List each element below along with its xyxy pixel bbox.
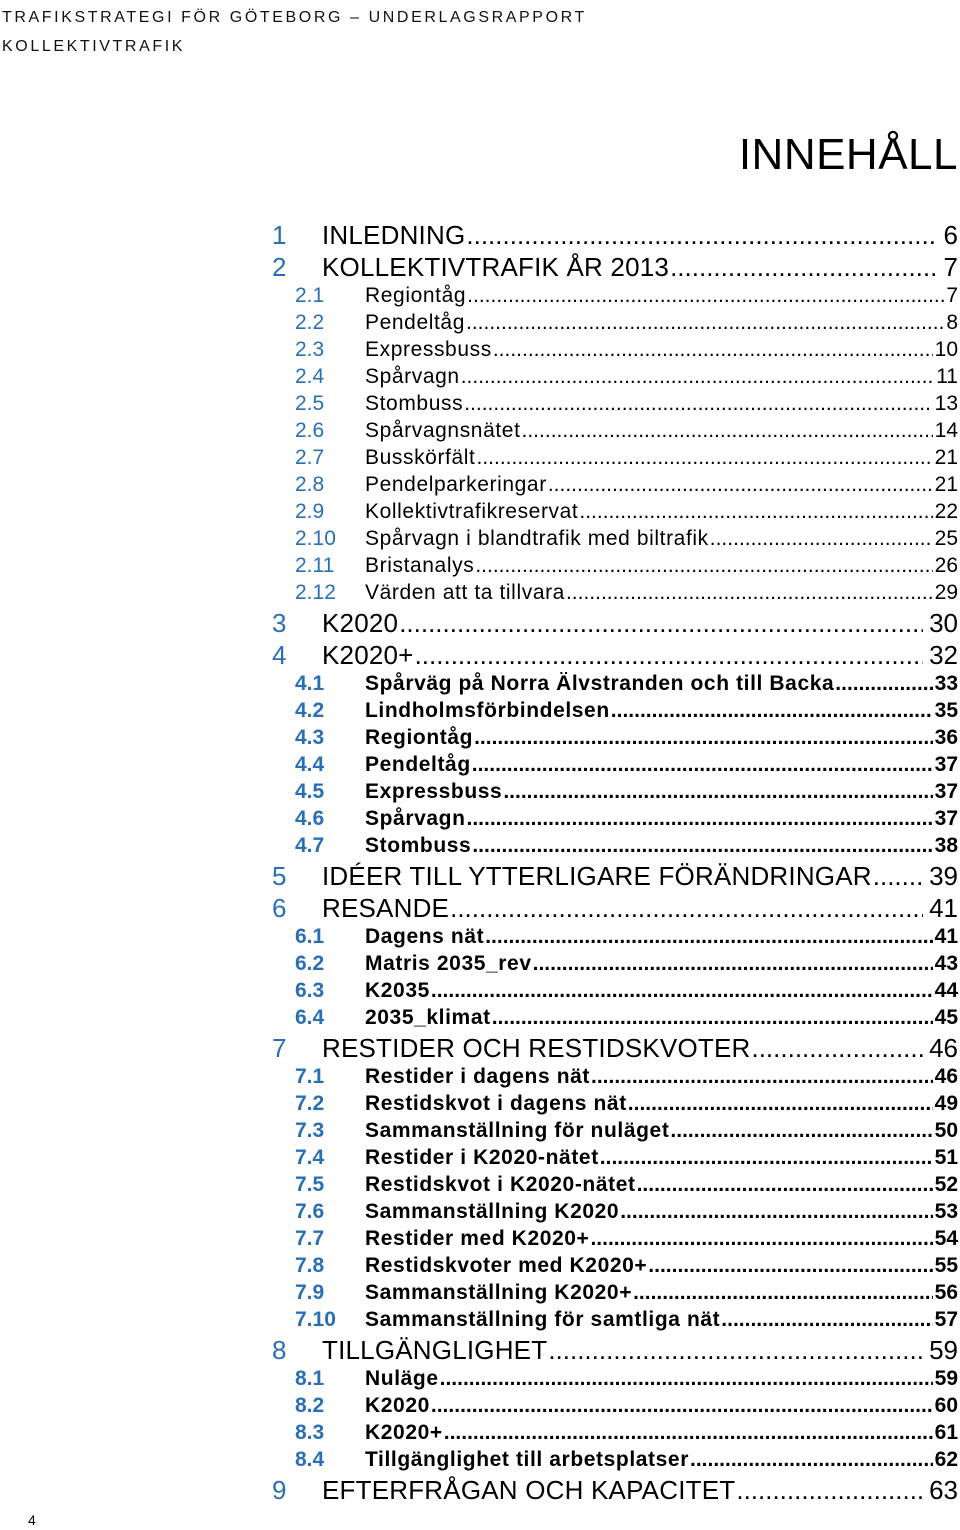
toc-dot-leader <box>590 1227 932 1251</box>
toc-dot-leader <box>751 1033 923 1064</box>
toc-dot-leader <box>736 1475 923 1506</box>
toc-entry-number: 4.7 <box>295 834 325 857</box>
toc-entry-label: RESTIDER OCH RESTIDSKVOTER <box>322 1033 751 1063</box>
toc-entry-number: 4.6 <box>295 807 325 830</box>
toc-entry-label: Expressbuss <box>365 338 492 361</box>
running-header <box>2 3 587 61</box>
toc-entry[interactable] <box>270 1281 958 1308</box>
toc-entry-number: 7 <box>272 1033 287 1063</box>
toc-entry[interactable] <box>270 1173 958 1200</box>
toc-dot-leader <box>591 1065 933 1089</box>
toc-entry-page: 51 <box>934 1146 958 1169</box>
toc-entry-page: 63 <box>929 1475 958 1505</box>
toc-entry-label: K2020 <box>322 608 399 638</box>
toc-entry-label: Nuläge <box>365 1367 439 1390</box>
toc-entry[interactable] <box>270 807 958 834</box>
toc-entry[interactable] <box>270 834 958 861</box>
toc-entry[interactable] <box>270 338 958 365</box>
toc-entry-number: 4.2 <box>295 699 325 722</box>
toc-entry[interactable] <box>270 1367 958 1394</box>
toc-entry-number: 5 <box>272 861 287 891</box>
toc-entry-page: 25 <box>934 527 958 550</box>
toc-entry[interactable] <box>270 527 958 554</box>
toc-entry-label: K2035 <box>365 979 430 1002</box>
toc-entry-page: 37 <box>934 753 958 776</box>
toc-entry-label: Kollektivtrafikreservat <box>365 500 579 523</box>
toc-entry-label: Restidskvot i K2020-nätet <box>365 1173 636 1196</box>
toc-entry-page: 56 <box>934 1281 958 1304</box>
toc-entry-label: IDÉER TILL YTTERLIGARE FÖRÄNDRINGAR <box>322 861 872 891</box>
toc-entry-number: 2.1 <box>295 284 325 307</box>
toc-entry-number: 6.2 <box>295 952 325 975</box>
toc-entry-number: 2.6 <box>295 419 325 442</box>
toc-dot-leader <box>566 581 933 605</box>
toc-dot-leader <box>690 1448 933 1472</box>
toc-entry[interactable] <box>270 1119 958 1146</box>
toc-entry-number: 7.6 <box>295 1200 325 1223</box>
toc-entry-label: KOLLEKTIVTRAFIK ÅR 2013 <box>322 252 670 282</box>
toc-entry-page: 21 <box>934 473 958 496</box>
toc-entry-page: 59 <box>929 1335 958 1365</box>
toc-dot-leader <box>492 1006 933 1030</box>
toc-entry-number: 1 <box>272 220 287 250</box>
toc-entry-label: Sammanställning för nuläget <box>365 1119 670 1142</box>
toc-entry[interactable] <box>270 1006 958 1033</box>
toc-entry-number: 2.7 <box>295 446 325 469</box>
toc-entry-page: 37 <box>934 807 958 830</box>
toc-dot-leader <box>721 1308 932 1332</box>
toc-entry-page: 29 <box>934 581 958 604</box>
toc-entry-label: Värden att ta tillvara <box>365 581 565 604</box>
toc-entry-label: Busskörfält <box>365 446 476 469</box>
toc-entry-number: 7.5 <box>295 1173 325 1196</box>
toc-entry-page: 11 <box>936 365 958 388</box>
toc-dot-leader <box>444 1421 933 1445</box>
toc-entry-page: 35 <box>934 699 958 722</box>
toc-entry[interactable] <box>270 780 958 807</box>
toc-entry-label: Restider med K2020+ <box>365 1227 590 1250</box>
toc-dot-leader <box>648 1254 932 1278</box>
toc-entry[interactable] <box>270 284 958 311</box>
toc-dot-leader <box>472 834 932 858</box>
toc-entry-label: Spårvagn <box>365 807 466 830</box>
table-of-contents <box>270 220 958 1507</box>
toc-dot-leader <box>611 699 933 723</box>
toc-entry-number: 8.2 <box>295 1394 325 1417</box>
toc-entry-number: 2 <box>272 252 287 282</box>
toc-entry-number: 7.7 <box>295 1227 325 1250</box>
toc-entry-page: 55 <box>934 1254 958 1277</box>
toc-entry-page: 46 <box>929 1033 958 1063</box>
toc-entry-page: 36 <box>934 726 958 749</box>
toc-entry-label: Sammanställning K2020+ <box>365 1281 633 1304</box>
toc-entry-number: 2.11 <box>295 554 335 577</box>
toc-entry-page: 37 <box>934 780 958 803</box>
toc-entry[interactable] <box>270 392 958 419</box>
toc-dot-leader <box>399 608 923 639</box>
toc-entry-page: 38 <box>934 834 958 857</box>
toc-entry[interactable] <box>270 1065 958 1092</box>
toc-entry-page: 50 <box>934 1119 958 1142</box>
toc-entry-number: 2.9 <box>295 500 325 523</box>
toc-entry-label: Stombuss <box>365 392 464 415</box>
toc-dot-leader <box>431 1394 933 1418</box>
toc-entry[interactable] <box>270 861 958 893</box>
toc-entry[interactable] <box>270 1394 958 1421</box>
toc-entry-label: Matris 2035_rev <box>365 952 532 975</box>
toc-entry[interactable] <box>270 925 958 952</box>
toc-entry[interactable] <box>270 640 958 672</box>
toc-dot-leader <box>620 1200 932 1224</box>
toc-entry-number: 7.3 <box>295 1119 325 1142</box>
toc-dot-leader <box>670 252 937 283</box>
toc-entry-number: 4 <box>272 640 287 670</box>
toc-entry-number: 6.3 <box>295 979 325 1002</box>
toc-dot-leader <box>579 500 932 524</box>
toc-dot-leader <box>440 1367 933 1391</box>
toc-entry-page: 8 <box>946 311 958 334</box>
toc-entry-label: Pendeltåg <box>365 311 465 334</box>
toc-entry[interactable] <box>270 1033 958 1065</box>
toc-dot-leader <box>461 365 934 389</box>
toc-entry-label: Regiontåg <box>365 726 474 749</box>
toc-entry[interactable] <box>270 753 958 780</box>
toc-entry-page: 44 <box>934 979 958 1002</box>
toc-entry[interactable] <box>270 1254 958 1281</box>
toc-entry-number: 8 <box>272 1335 287 1365</box>
toc-entry[interactable] <box>270 1146 958 1173</box>
toc-entry-page: 10 <box>934 338 958 361</box>
toc-dot-leader <box>670 1119 932 1143</box>
toc-entry[interactable] <box>270 1335 958 1367</box>
toc-entry-page: 54 <box>934 1227 958 1250</box>
toc-entry-label: Bristanalys <box>365 554 475 577</box>
toc-entry[interactable] <box>270 979 958 1006</box>
toc-entry[interactable] <box>270 419 958 446</box>
toc-entry-number: 8.1 <box>295 1367 325 1390</box>
page-number: 4 <box>28 1512 36 1528</box>
toc-entry-label: K2020+ <box>322 640 414 670</box>
toc-entry-label: Restider i K2020-nätet <box>365 1146 599 1169</box>
toc-entry-page: 39 <box>929 861 958 891</box>
toc-entry-page: 43 <box>934 952 958 975</box>
toc-dot-leader <box>466 220 937 251</box>
toc-dot-leader <box>431 979 933 1003</box>
toc-entry-label: Spårvagn <box>365 365 460 388</box>
toc-entry-label: INLEDNING <box>322 220 466 250</box>
toc-entry[interactable] <box>270 581 958 608</box>
toc-dot-leader <box>464 392 932 416</box>
header-section-name: KOLLEKTIVTRAFIK <box>2 38 186 55</box>
toc-entry-page: 7 <box>943 252 958 282</box>
toc-dot-leader <box>503 780 932 804</box>
toc-dot-leader <box>493 338 933 362</box>
toc-entry-number: 4.4 <box>295 753 325 776</box>
toc-entry-label: Restidskvot i dagens nät <box>365 1092 627 1115</box>
toc-dot-leader <box>835 672 932 696</box>
toc-entry-label: Regiontåg <box>365 284 467 307</box>
toc-entry-number: 2.5 <box>295 392 325 415</box>
toc-entry-number: 2.10 <box>295 527 336 550</box>
toc-entry[interactable] <box>270 1421 958 1448</box>
toc-entry-number: 7.10 <box>295 1308 336 1331</box>
toc-entry-label: Stombuss <box>365 834 472 857</box>
toc-entry-label: Expressbuss <box>365 780 503 803</box>
toc-entry-page: 53 <box>934 1200 958 1223</box>
toc-entry-label: Sammanställning för samtliga nät <box>365 1308 721 1331</box>
toc-entry-page: 21 <box>934 446 958 469</box>
toc-entry[interactable] <box>270 1308 958 1335</box>
toc-entry-page: 60 <box>934 1394 958 1417</box>
toc-dot-leader <box>474 726 933 750</box>
toc-entry-number: 2.2 <box>295 311 325 334</box>
toc-entry[interactable] <box>270 893 958 925</box>
toc-dot-leader <box>873 861 923 892</box>
toc-entry[interactable] <box>270 446 958 473</box>
toc-entry-number: 2.8 <box>295 473 325 496</box>
toc-entry-number: 4.5 <box>295 780 325 803</box>
toc-entry-label: Restidskvoter med K2020+ <box>365 1254 648 1277</box>
toc-dot-leader <box>637 1173 933 1197</box>
toc-dot-leader <box>467 284 944 308</box>
toc-entry-page: 30 <box>929 608 958 638</box>
toc-entry[interactable] <box>270 220 958 252</box>
toc-title: INNEHÅLL <box>738 130 958 179</box>
toc-entry-label: EFTERFRÅGAN OCH KAPACITET <box>322 1475 736 1505</box>
toc-entry-label: Dagens nät <box>365 925 485 948</box>
toc-entry-number: 2.4 <box>295 365 325 388</box>
toc-entry-page: 41 <box>929 893 958 923</box>
toc-entry[interactable] <box>270 1448 958 1475</box>
toc-entry[interactable] <box>270 952 958 979</box>
toc-entry-number: 7.2 <box>295 1092 325 1115</box>
toc-entry-page: 49 <box>934 1092 958 1115</box>
toc-entry-page: 52 <box>934 1173 958 1196</box>
toc-entry[interactable] <box>270 608 958 640</box>
header-report-title: TRAFIKSTRATEGI FÖR GÖTEBORG – UNDERLAGSRAPPORT <box>2 9 587 26</box>
toc-entry[interactable] <box>270 1092 958 1119</box>
toc-entry-label: K2020 <box>365 1394 430 1417</box>
toc-dot-leader <box>533 952 933 976</box>
toc-entry-label: Spårvagn i blandtrafik med biltrafik <box>365 527 709 550</box>
toc-entry-number: 7.1 <box>295 1065 325 1088</box>
toc-entry-label: Tillgänglighet till arbetsplatser <box>365 1448 689 1471</box>
toc-entry-label: Lindholmsförbindelsen <box>365 699 610 722</box>
toc-dot-leader <box>415 640 924 671</box>
toc-dot-leader <box>475 554 932 578</box>
toc-entry[interactable] <box>270 554 958 581</box>
toc-entry-page: 57 <box>934 1308 958 1331</box>
toc-dot-leader <box>710 527 933 551</box>
toc-dot-leader <box>476 446 932 470</box>
toc-entry-page: 14 <box>934 419 958 442</box>
toc-entry-page: 46 <box>934 1065 958 1088</box>
toc-entry[interactable] <box>270 699 958 726</box>
toc-entry-page: 62 <box>934 1448 958 1471</box>
toc-entry-number: 6.4 <box>295 1006 325 1029</box>
toc-entry[interactable] <box>270 1200 958 1227</box>
toc-entry-page: 61 <box>934 1421 958 1444</box>
toc-entry-page: 13 <box>934 392 958 415</box>
toc-entry-page: 32 <box>929 640 958 670</box>
toc-entry-label: Pendelparkeringar <box>365 473 547 496</box>
toc-entry-page: 59 <box>934 1367 958 1390</box>
toc-entry-label: Pendeltåg <box>365 753 471 776</box>
toc-entry-number: 6.1 <box>295 925 325 948</box>
toc-entry-page: 26 <box>934 554 958 577</box>
toc-dot-leader <box>485 925 932 949</box>
toc-dot-leader <box>548 1335 923 1366</box>
toc-entry-page: 7 <box>946 284 958 307</box>
toc-entry-label: 2035_klimat <box>365 1006 491 1029</box>
toc-dot-leader <box>450 893 923 924</box>
toc-dot-leader <box>633 1281 933 1305</box>
toc-entry-page: 6 <box>943 220 958 250</box>
toc-entry-number: 3 <box>272 608 287 638</box>
toc-entry-number: 7.9 <box>295 1281 325 1304</box>
toc-entry[interactable] <box>270 252 958 284</box>
toc-entry-label: RESANDE <box>322 893 450 923</box>
toc-dot-leader <box>467 807 933 831</box>
toc-entry-number: 9 <box>272 1475 287 1505</box>
toc-entry-page: 22 <box>934 500 958 523</box>
toc-entry-number: 7.4 <box>295 1146 325 1169</box>
toc-entry[interactable] <box>270 672 958 699</box>
toc-entry-page: 45 <box>934 1006 958 1029</box>
toc-entry-number: 2.3 <box>295 338 325 361</box>
toc-dot-leader <box>628 1092 933 1116</box>
toc-entry[interactable] <box>270 500 958 527</box>
toc-entry-number: 8.3 <box>295 1421 325 1444</box>
toc-entry-label: Spårvagnsnätet <box>365 419 521 442</box>
toc-entry-label: TILLGÄNGLIGHET <box>322 1335 548 1365</box>
toc-dot-leader <box>466 311 944 335</box>
toc-entry-number: 8.4 <box>295 1448 325 1471</box>
toc-entry[interactable] <box>270 1475 958 1507</box>
toc-entry-number: 7.8 <box>295 1254 325 1277</box>
toc-entry-label: Restider i dagens nät <box>365 1065 590 1088</box>
toc-entry[interactable] <box>270 311 958 338</box>
toc-entry-number: 4.1 <box>295 672 325 695</box>
toc-dot-leader <box>548 473 933 497</box>
toc-entry-label: K2020+ <box>365 1421 443 1444</box>
toc-entry-label: Sammanställning K2020 <box>365 1200 620 1223</box>
toc-entry-number: 4.3 <box>295 726 325 749</box>
toc-dot-leader <box>472 753 933 777</box>
toc-entry-label: Spårväg på Norra Älvstranden och till Backa <box>365 672 835 695</box>
toc-entry-page: 33 <box>934 672 958 695</box>
toc-entry-page: 41 <box>934 925 958 948</box>
toc-dot-leader <box>600 1146 933 1170</box>
toc-entry[interactable] <box>270 726 958 753</box>
toc-entry[interactable] <box>270 1227 958 1254</box>
toc-entry[interactable] <box>270 365 958 392</box>
toc-entry-number: 2.12 <box>295 581 336 604</box>
toc-dot-leader <box>522 419 933 443</box>
toc-entry[interactable] <box>270 473 958 500</box>
toc-entry-number: 6 <box>272 893 287 923</box>
